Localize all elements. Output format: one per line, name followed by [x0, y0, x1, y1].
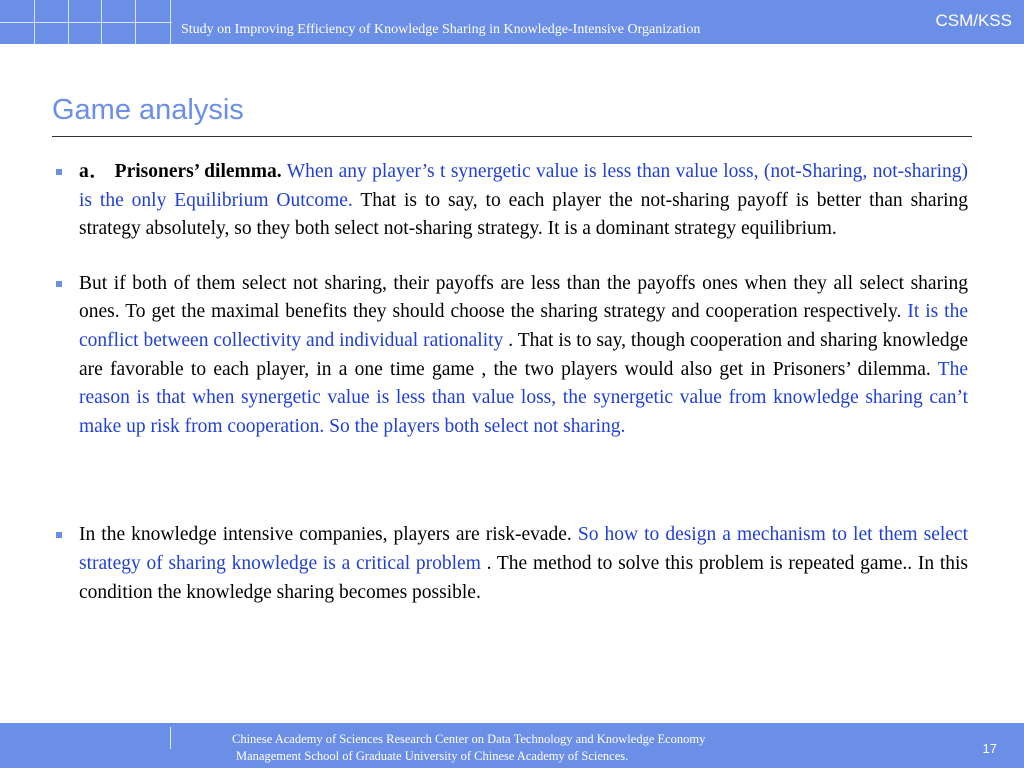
highlighted-text: It is the conflict between collectivity and individual rationality [79, 301, 968, 351]
header-band [0, 0, 1024, 44]
bullet-lead: a． Prisoners’ dilemma. [79, 161, 282, 182]
footer-school-line: Management School of Graduate University of Chinese Academy of Sciences. [236, 749, 629, 763]
page-number: 17 [982, 741, 997, 756]
bullet-item [52, 158, 968, 244]
bullet-marker-icon [56, 532, 62, 538]
highlighted-text: The reason is that when synergetic value is less than value loss, the synergetic value from knowledge sharing can’t make up risk from cooperation. So the players both select not sharing. [79, 358, 968, 437]
bullet-marker-icon [56, 281, 62, 287]
highlighted-text: When any player’s t synergetic value is less than value loss, (not-Sharing, not-sharing) is the only Equilibrium Outcome. [79, 161, 969, 211]
bullet-list [52, 158, 968, 607]
grid-decoration [0, 0, 172, 44]
body-text: . That is to say, though cooperation and sharing knowledge are favorable to each player, in a one time game , the two players would also get in Prisoners’ dilemma. [79, 329, 968, 380]
presentation-title: Study on Improving Efficiency of Knowledge Sharing in Knowledge-Intensive Organization [181, 22, 701, 37]
footer-band [0, 723, 1024, 768]
highlighted-text: So how to design a mechanism to let them select strategy of sharing knowledge is a critical problem [79, 524, 968, 574]
bullet-item [52, 521, 968, 607]
header-code: CSM/KSS [935, 11, 1012, 30]
body-text: . The method to solve this problem is repeated game.. In this condition the knowledge sharing becomes possible. [79, 552, 969, 603]
footer-divider [170, 727, 171, 749]
body-text: In the knowledge intensive companies, players are risk-evade. [79, 524, 578, 546]
bullet-marker-icon [56, 169, 62, 175]
bullet-item [52, 270, 968, 442]
slide-title: Game analysis [52, 94, 244, 126]
body-text: But if both of them select not sharing, their payoffs are less than the payoffs ones when they all select sharing ones. To get the maximal benefits they should choose the sharing strategy and cooperation respectively. [79, 272, 968, 323]
body-text: That is to say, to each player the not-sharing payoff is better than sharing strategy absolutely, so they both select not-sharing strategy. It is a dominant strategy equilibrium. [79, 189, 968, 240]
title-divider [52, 136, 972, 137]
footer-institution-line: Chinese Academy of Sciences Research Center on Data Technology and Knowledge Economy [232, 732, 706, 746]
